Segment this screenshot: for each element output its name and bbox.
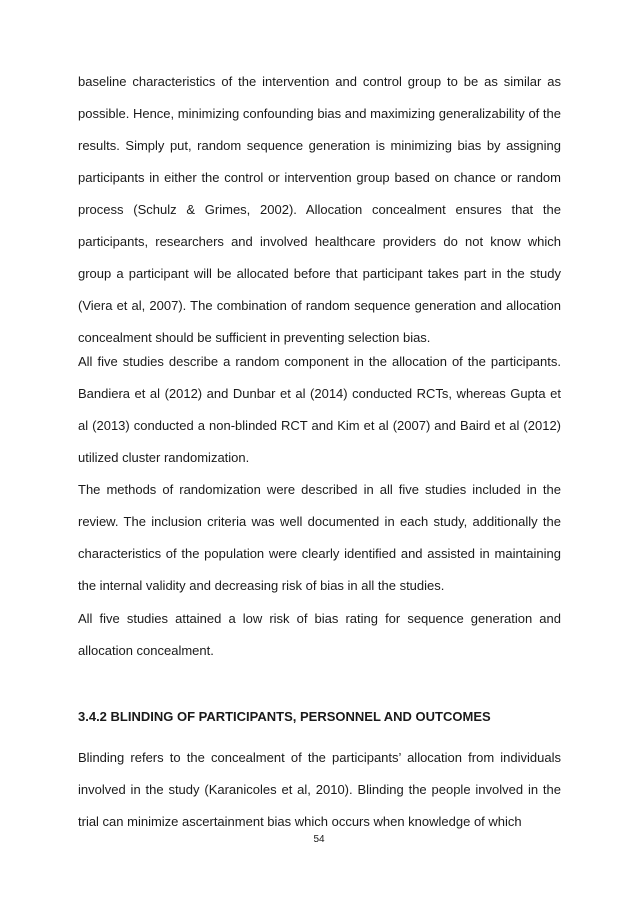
paragraph-randomization-intro: baseline characteristics of the intervention and control group to be as similar as possible. Hence, minimizing confounding bias and maximizing generalizability of the results. Simply put, random sequence generation is minimizing bias by assigning participants in either the control or intervention group based on chance or random process (Schulz & Grimes, 2002). Allocation concealment ensures that the participants, researchers and involved healthcare providers do not know which group a participant will be allocated before that participant takes part in the study (Viera et al, 2007). The combination of random sequence generation and allocation concealment should be sufficient in preventing selection bias. bbox=[78, 74, 561, 345]
section-heading: 3.4.2 BLINDING OF PARTICIPANTS, PERSONNEL AND OUTCOMES bbox=[78, 709, 491, 724]
paragraph-randomization-methods: The methods of randomization were described in all five studies included in the review. The inclusion criteria was well documented in each study, additionally the characteristics of the population were clearly identified and assisted in maintaining the internal validity and decreasing risk of bias in all the studies. bbox=[78, 482, 561, 593]
paragraph-low-risk-rating: All five studies attained a low risk of bias rating for sequence generation and allocation concealment. bbox=[78, 611, 561, 658]
paragraph-random-component: All five studies describe a random component in the allocation of the participants. Bandiera et al (2012) and Dunbar et al (2014) conducted RCTs, whereas Gupta et al (2013) conducted a non-blinded RCT and Kim et al (2007) and Baird et al (2012) utilized cluster randomization. bbox=[78, 354, 561, 465]
page-number: 54 bbox=[313, 834, 325, 845]
paragraph-blinding: Blinding refers to the concealment of the participants’ allocation from individuals involved in the study (Karanicoles et al, 2010). Blinding the people involved in the trial can minimize ascertainment bias which occurs when knowledge of which bbox=[78, 750, 561, 829]
